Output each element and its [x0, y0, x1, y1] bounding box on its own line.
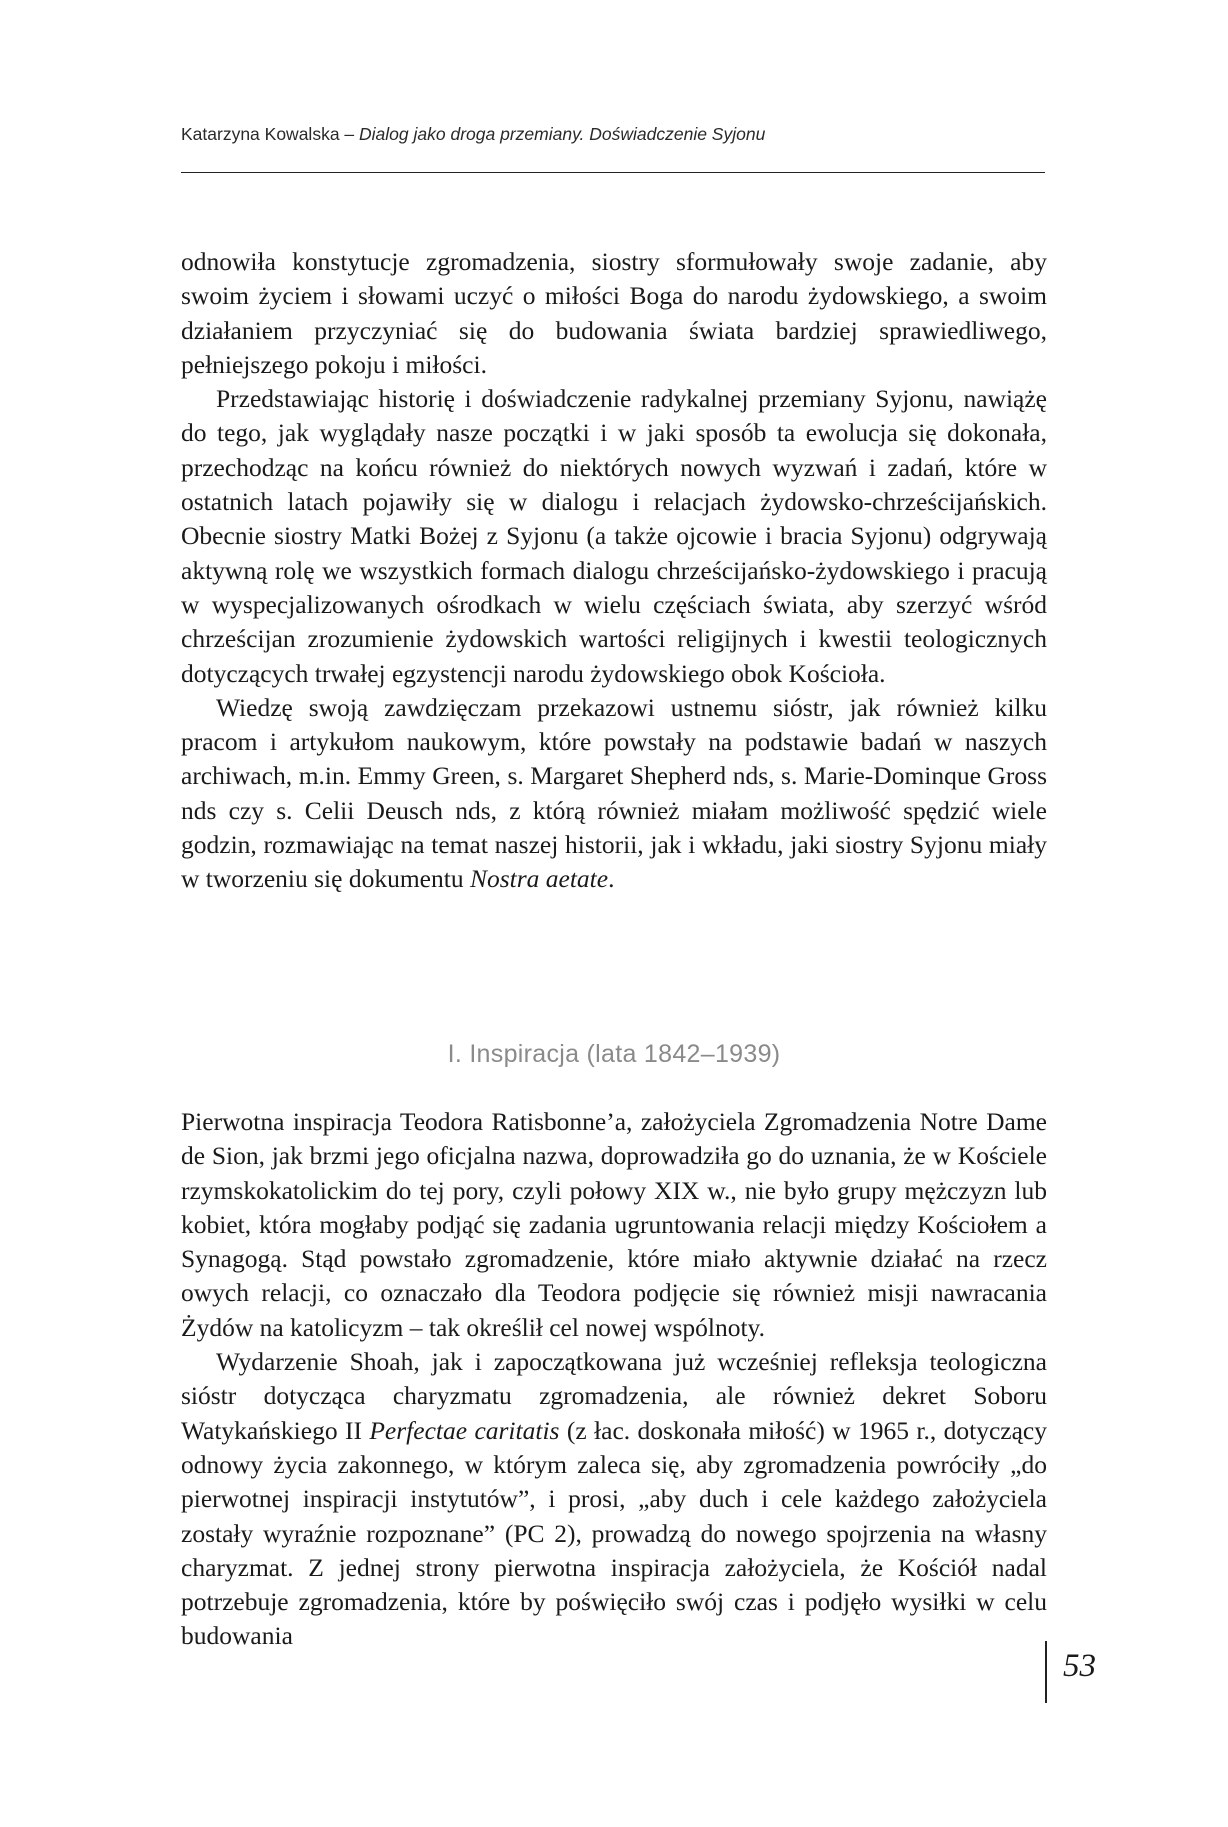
paragraph-4: Pierwotna inspiracja Teodora Ratisbonne’a, założyciela Zgromadzenia Notre Dame de Sion, jak brzmi jego oficjalna nazwa, doprowadziła go do uznania, że w Kościele rzymskokatolickim do tej pory, czyli połowy XIX w., nie było grupy mężczyzn lub kobiet, która mogłaby podjąć się zadania ugruntowania relacji między Kościołem a Synagogą. Stąd powstało zgromadzenie, które miało aktywnie działać na rzecz owych relacji, co oznaczało dla Teodora podjęcie się również misji nawracania Żydów na katolicyzm – tak określił cel nowej wspólnoty. — [181, 1107, 1047, 1342]
paragraph-3-end: . — [608, 864, 615, 894]
section-heading: I. Inspiracja (lata 1842–1939) — [447, 1040, 781, 1068]
body-text-section-2 — [181, 1105, 1047, 1654]
running-head-title: Dialog jako droga przemiany. Doświadczenie Syjonu — [359, 124, 766, 144]
page-number: 53 — [1063, 1648, 1096, 1684]
paragraph-1: odnowiła konstytucje zgromadzenia, siostry sformułowały swoje zadanie, aby swoim życiem i słowami uczyć o miłości Boga do narodu żydowskiego, a swoim działaniem przyczyniać się do budowania świata bardziej sprawiedliwego, pełniejszego pokoju i miłości. — [181, 247, 1047, 379]
paragraph-5-end: (z łac. doskonała miłość) w 1965 r., dotyczący odnowy życia zakonnego, w którym zaleca się, aby zgromadzenia powróciły „do pierwotnej inspiracji instytutów”, i prosi, „aby duch i cele każdego założyciela zostały wyraźnie rozpoznane” (PC 2), prowadzą do nowego spojrzenia na własny charyzmat. Z jednej strony pierwotna inspiracja założyciela, że Kościół nadal potrzebuje zgromadzenia, które by poświęciło swój czas i podjęło wysiłki w celu budowania — [181, 1415, 1047, 1651]
running-head — [181, 124, 765, 145]
paragraph-3-text: Wiedzę swoją zawdzięczam przekazowi ustnemu sióstr, jak również kilku pracom i artykułom naukowym, które powstały na podstawie badań w naszych archiwach, m.in. Emmy Green, s. Margaret Shepherd nds, s. Marie-Dominque Gross nds czy s. Celii Deusch nds, z którą również miałam możliwość spędzić wiele godzin, rozmawiając na temat naszej historii, jak i wkładu, jaki siostry Syjonu miały w tworzeniu się dokumentu — [181, 692, 1047, 894]
paragraph-3 — [181, 691, 1047, 897]
paragraph-5-italic: Perfectae caritatis — [369, 1415, 560, 1445]
page-number-rule — [1045, 1641, 1047, 1703]
paragraph-3-italic: Nostra aetate — [469, 864, 609, 894]
paragraph-5 — [181, 1345, 1047, 1654]
running-head-author: Katarzyna Kowalska — [181, 124, 340, 144]
header-rule — [181, 172, 1045, 173]
running-head-separator: – — [339, 124, 360, 144]
body-text-section-1 — [181, 245, 1047, 897]
paragraph-2: Przedstawiając historię i doświadczenie radykalnej przemiany Syjonu, nawiążę do tego, jak wyglądały nasze początki i w jaki sposób ta ewolucja się dokonała, przechodząc na końcu również do niektórych nowych wyzwań i zadań, które w ostatnich latach pojawiły się w dialogu i relacjach żydowsko-chrześcijańskich. Obecnie siostry Matki Bożej z Syjonu (a także ojcowie i bracia Syjonu) odgrywają aktywną rolę we wszystkich formach dialogu chrześcijańsko-żydowskiego i pracują w wyspecjalizowanych ośrodkach w wielu częściach świata, aby szerzyć wśród chrześcijan zrozumienie żydowskich wartości religijnych i kwestii teologicznych dotyczących trwałej egzystencji narodu żydowskiego obok Kościoła. — [181, 384, 1047, 688]
paragraph-5-start: Wydarzenie Shoah, jak i zapoczątkowana już wcześniej refleksja teologiczna sióstr dotycząca charyzmatu zgromadzenia, ale również dekret Soboru Watykańskiego II — [181, 1347, 1047, 1445]
